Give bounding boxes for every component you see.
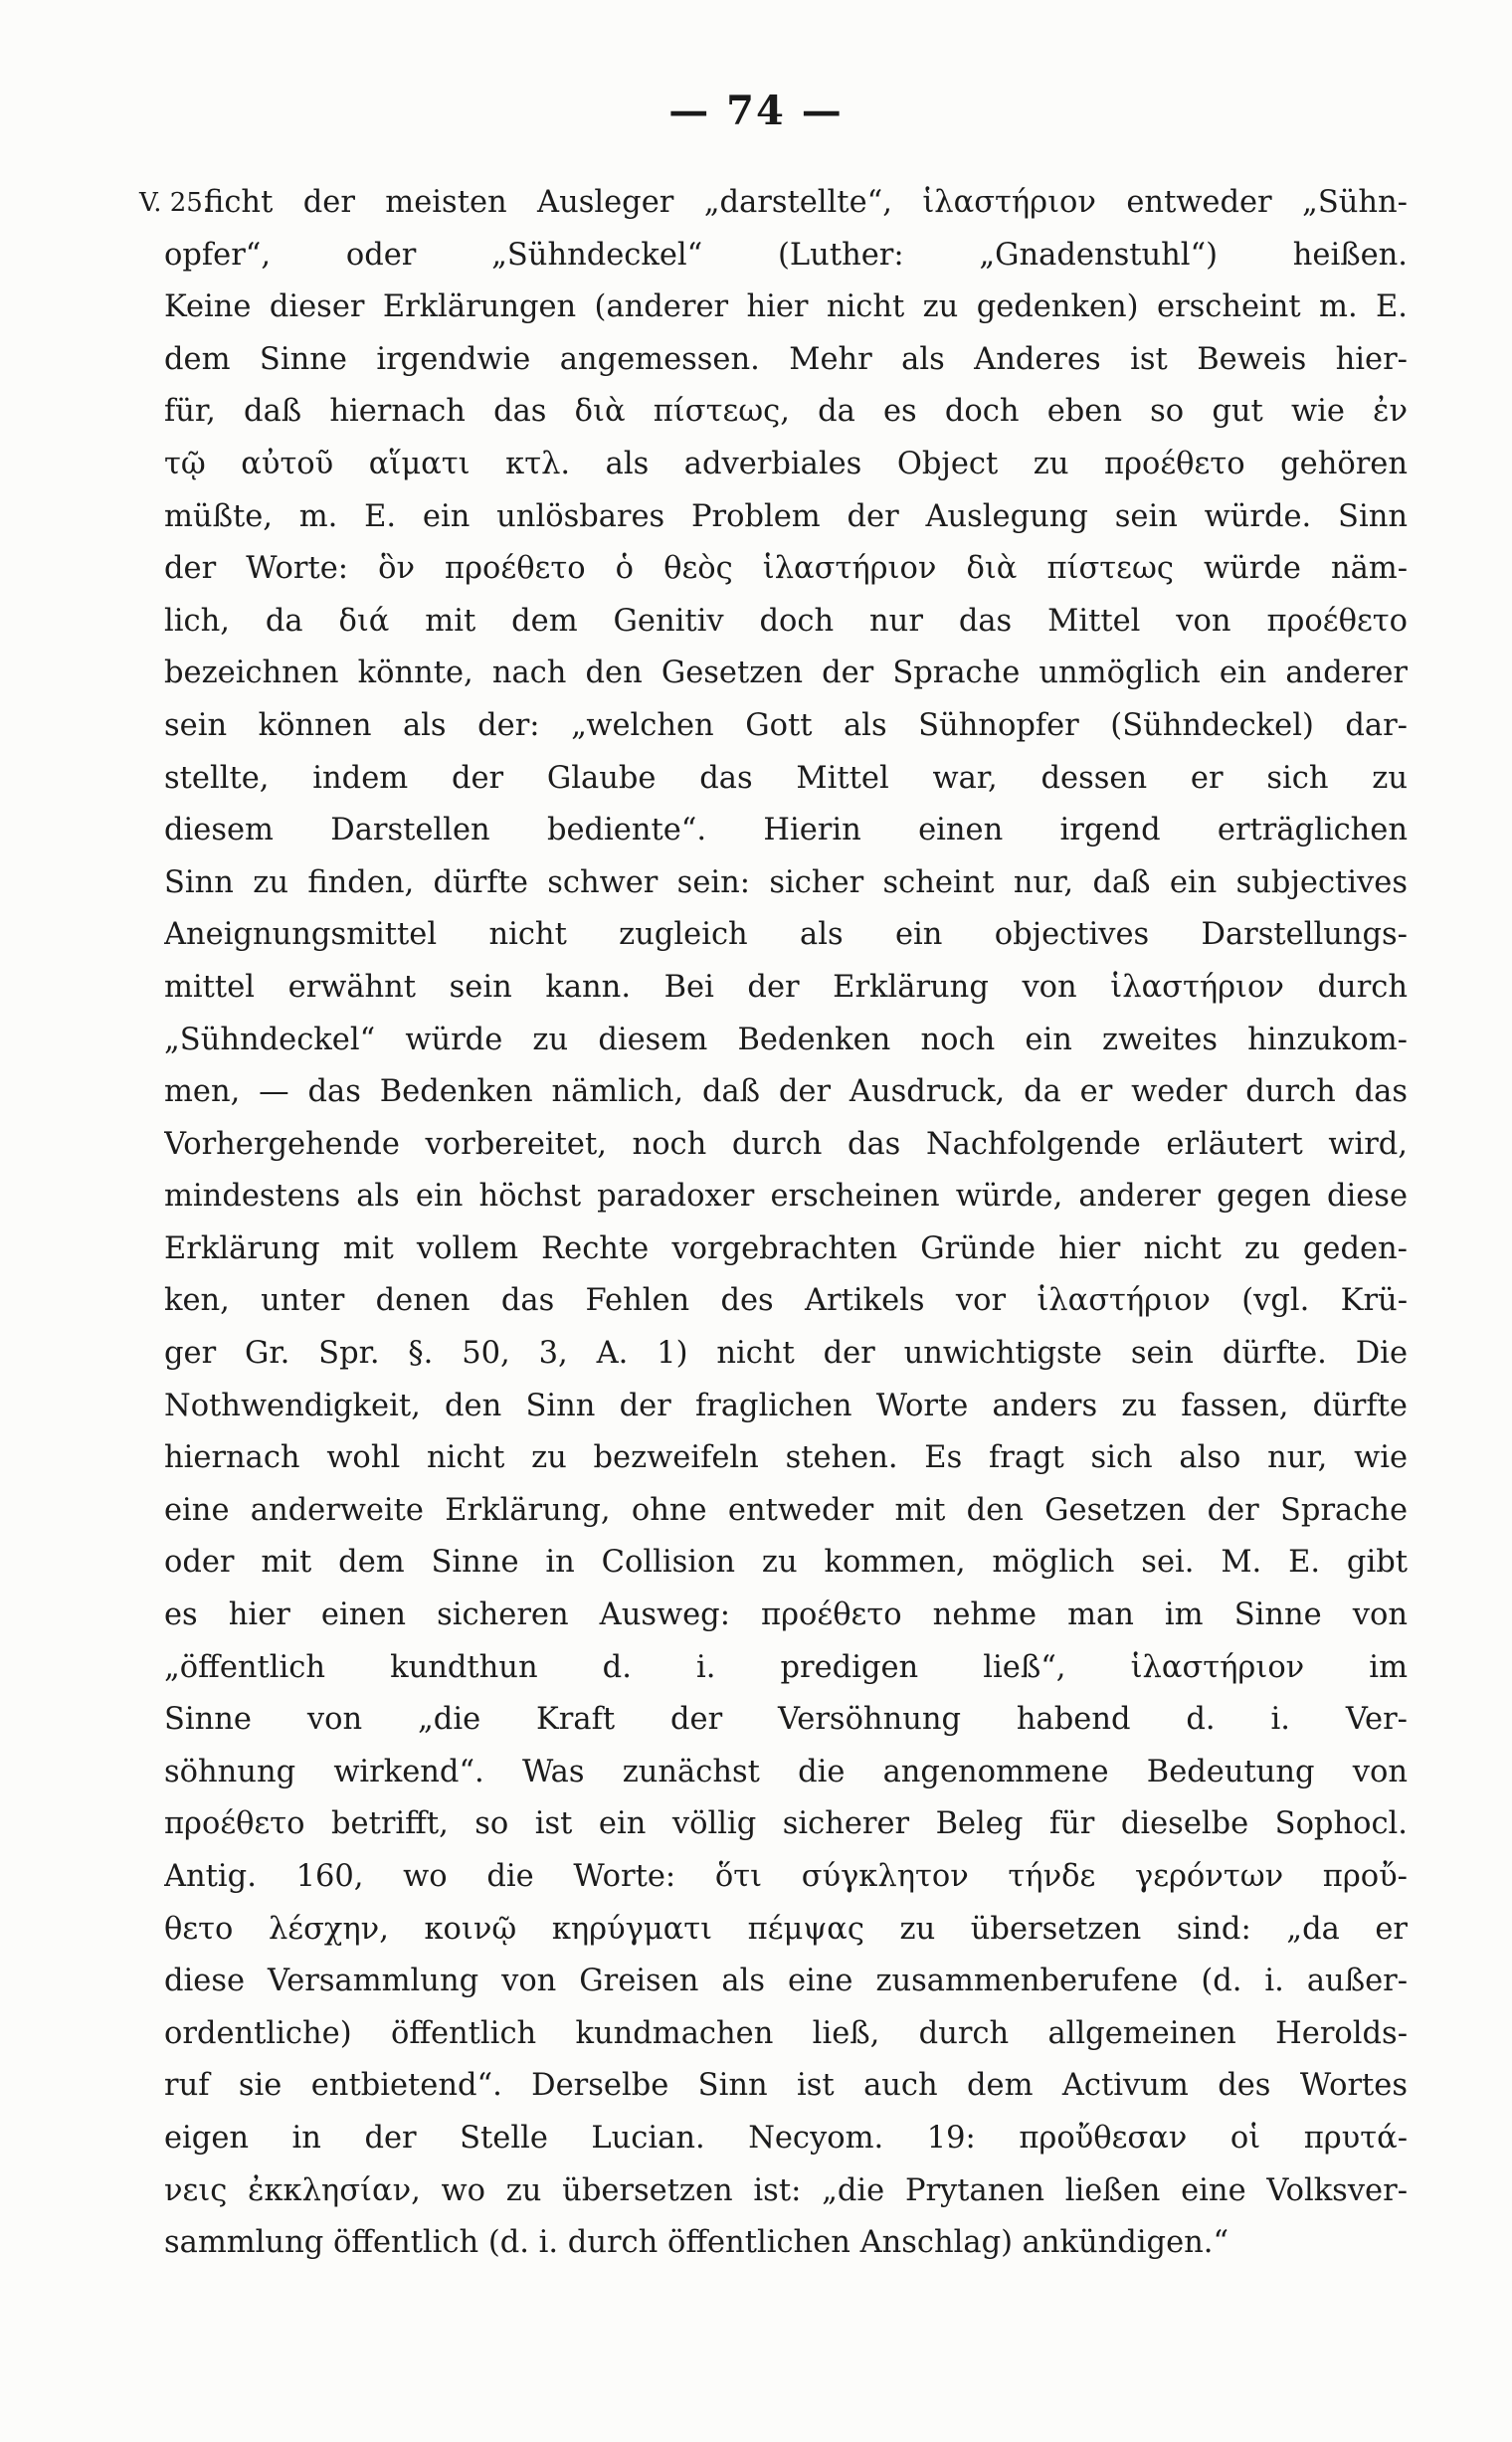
text-line: söhnung wirkend“. Was zunächst die angenommene Bedeutung von <box>164 1754 1408 1789</box>
text-line: eigen in der Stelle Lucian. Necyom. 19: προὔθεσαν οἱ πρυτά- <box>164 2120 1408 2156</box>
text-line: ruf sie entbietend“. Derselbe Sinn ist auch dem Activum des Wortes <box>164 2068 1408 2104</box>
text-line: bezeichnen könnte, nach den Gesetzen der Sprache unmöglich ein anderer <box>164 656 1408 691</box>
text-line: men, — das Bedenken nämlich, daß der Ausdruck, da er weder durch das <box>164 1074 1408 1110</box>
text-line: ken, unter denen das Fehlen des Artikels vor ἱλαστήριον (vgl. Krü- <box>164 1283 1408 1319</box>
text-line: Vorhergehende vorbereitet, noch durch das Nachfolgende erläutert wird, <box>164 1126 1408 1162</box>
text-line: es hier einen sicheren Ausweg: προέθετο nehme man im Sinne von <box>164 1597 1408 1633</box>
text-line: für, daß hiernach das διὰ πίστεως, da es doch eben so gut wie ἐν <box>164 394 1408 430</box>
text-line: ficht der meisten Ausleger „darstellte“, ἱλαστήριον entweder „Sühn- <box>204 185 1408 220</box>
text-line: „Sühndeckel“ würde zu diesem Bedenken noch ein zweites hinzukom- <box>164 1022 1408 1057</box>
text-line: diese Versammlung von Greisen als eine zusammenberufene (d. i. außer- <box>164 1964 1408 1999</box>
text-line: mindestens als ein höchst paradoxer erscheinen würde, anderer gegen diese <box>164 1179 1408 1215</box>
text-line: mittel erwähnt sein kann. Bei der Erklärung von ἱλαστήριον durch <box>164 969 1408 1005</box>
text-line: τῷ αὐτοῦ αἵματι κτλ. als adverbiales Object zu προέθετο gehören <box>164 446 1408 481</box>
page-number: — 74 — <box>668 88 844 134</box>
text-line: dem Sinne irgendwie angemessen. Mehr als Anderes ist Beweis hier- <box>164 341 1408 377</box>
text-line: ordentliche) öffentlich kundmachen ließ, durch allgemeinen Herolds- <box>164 2015 1408 2051</box>
text-line: νεις ἐκκλησίαν, wo zu übersetzen ist: „die Prytanen ließen eine Volksver- <box>164 2172 1408 2208</box>
text-line: Antig. 160, wo die Worte: ὅτι σύγκλητον τήνδε γερόντων προὔ- <box>164 1859 1408 1894</box>
verse-marker: V. 25. <box>139 188 212 218</box>
text-line: Erklärung mit vollem Rechte vorgebrachten Gründe hier nicht zu geden- <box>164 1230 1408 1266</box>
text-line: Sinn zu finden, dürfte schwer sein: sicher scheint nur, daß ein subjectives <box>164 864 1408 900</box>
text-line: müßte, m. E. ein unlösbares Problem der Auslegung sein würde. Sinn <box>164 498 1408 534</box>
text-line: diesem Darstellen bediente“. Hierin einen irgend erträglichen <box>164 813 1408 848</box>
body-text <box>164 177 1408 2270</box>
text-line: προέθετο betrifft, so ist ein völlig sicherer Beleg für dieselbe Sophocl. <box>164 1806 1408 1842</box>
text-line: „öffentlich kundthun d. i. predigen ließ“, ἱλαστήριον im <box>164 1649 1408 1685</box>
text-line: opfer“, oder „Sühndeckel“ (Luther: „Gnadenstuhl“) heißen. <box>164 237 1408 273</box>
text-line: θετο λέσχην, κοινῷ κηρύγματι πέμψας zu übersetzen sind: „da er <box>164 1911 1408 1947</box>
text-line: sein können als der: „welchen Gott als Sühnopfer (Sühndeckel) dar- <box>164 707 1408 743</box>
text-line: ger Gr. Spr. §. 50, 3, A. 1) nicht der unwichtigste sein dürfte. Die <box>164 1336 1408 1372</box>
text-line: Sinne von „die Kraft der Versöhnung habend d. i. Ver- <box>164 1702 1408 1738</box>
text-line: eine anderweite Erklärung, ohne entweder mit den Gesetzen der Sprache <box>164 1492 1408 1528</box>
text-line: oder mit dem Sinne in Collision zu kommen, möglich sei. M. E. gibt <box>164 1545 1408 1581</box>
text-line: hiernach wohl nicht zu bezweifeln stehen. Es fragt sich also nur, wie <box>164 1440 1408 1476</box>
text-line: lich, da διά mit dem Genitiv doch nur das Mittel von προέθετο <box>164 603 1408 639</box>
text-line: Nothwendigkeit, den Sinn der fraglichen Worte anders zu fassen, dürfte <box>164 1388 1408 1423</box>
text-line: stellte, indem der Glaube das Mittel war, dessen er sich zu <box>164 760 1408 796</box>
text-line: der Worte: ὃν προέθετο ὁ θεὸς ἱλαστήριον διὰ πίστεως würde näm- <box>164 551 1408 587</box>
text-line: Aneignungsmittel nicht zugleich als ein objectives Darstellungs- <box>164 917 1408 953</box>
text-line: sammlung öffentlich (d. i. durch öffentlichen Anschlag) ankündigen.“ <box>164 2225 1229 2261</box>
text-line: Keine dieser Erklärungen (anderer hier nicht zu gedenken) erscheint m. E. <box>164 289 1408 325</box>
